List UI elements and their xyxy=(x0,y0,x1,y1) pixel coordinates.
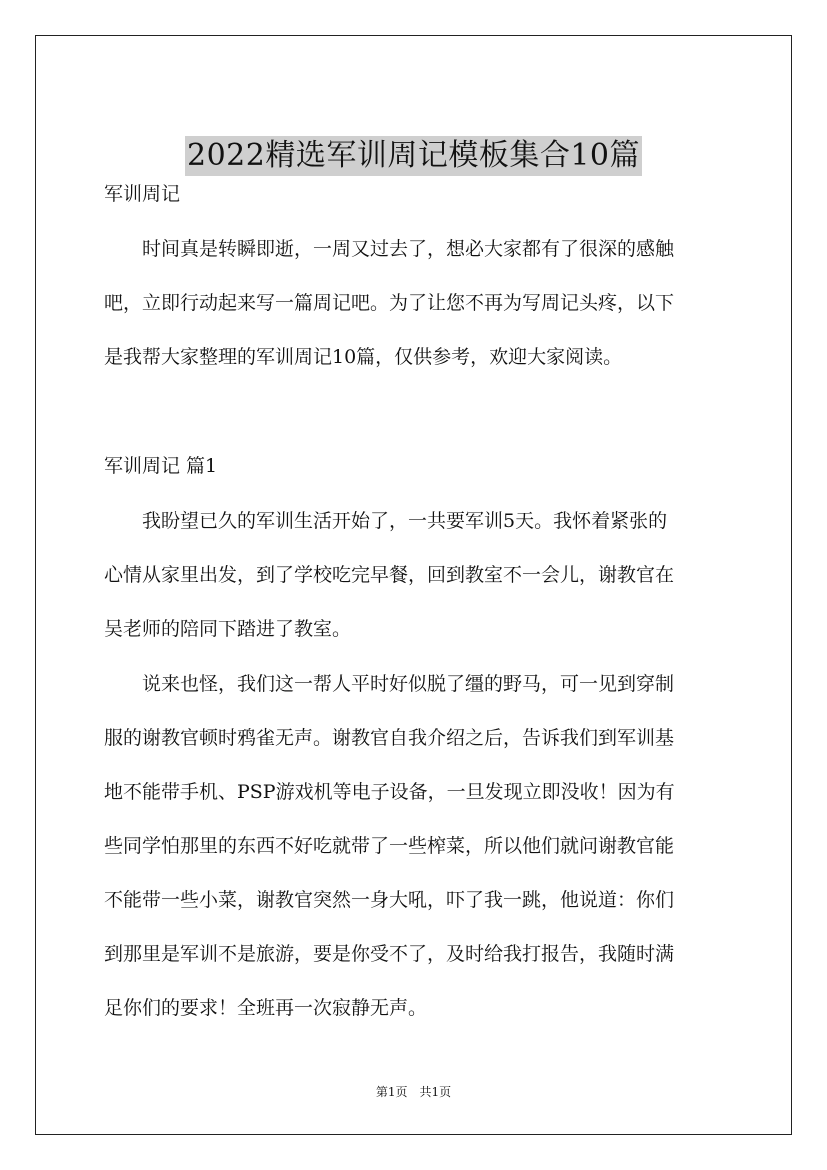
paragraph-line: 不能带一些小菜，谢教官突然一身大吼，吓了我一跳，他说道：你们 xyxy=(104,889,675,911)
title-container xyxy=(36,136,791,176)
paragraph-line: 服的谢教官顿时鸦雀无声。谢教官自我介绍之后，告诉我们到军训基 xyxy=(104,727,675,749)
paragraph-line: 说来也怪，我们这一帮人平时好似脱了缰的野马，可一见到穿制 xyxy=(142,673,675,695)
section-heading: 军训周记 篇1 xyxy=(104,455,218,477)
paragraph-line: 到那里是军训不是旅游，要是你受不了，及时给我打报告，我随时满 xyxy=(104,943,675,965)
document-page xyxy=(35,35,792,1135)
intro-line: 时间真是转瞬即逝，一周又过去了，想必大家都有了很深的感触 xyxy=(142,238,675,260)
paragraph-line: 心情从家里出发，到了学校吃完早餐，回到教室不一会儿，谢教官在 xyxy=(104,564,675,586)
paragraph-line: 些同学怕那里的东西不好吃就带了一些榨菜，所以他们就问谢教官能 xyxy=(104,835,675,857)
page-footer: 第1页 共1页 xyxy=(375,1085,452,1099)
intro-line: 吧，立即行动起来写一篇周记吧。为了让您不再为写周记头疼，以下 xyxy=(104,292,675,314)
paragraph-line: 足你们的要求！全班再一次寂静无声。 xyxy=(104,997,428,1019)
intro-heading: 军训周记 xyxy=(104,183,181,205)
paragraph-line: 吴老师的陪同下踏进了教室。 xyxy=(104,618,352,640)
paragraph-line: 地不能带手机、PSP游戏机等电子设备，一旦发现立即没收！因为有 xyxy=(104,781,675,803)
document-title: 2022精选军训周记模板集合10篇 xyxy=(185,136,642,176)
intro-line: 是我帮大家整理的军训周记10篇，仅供参考，欢迎大家阅读。 xyxy=(104,346,623,368)
paragraph-line: 我盼望已久的军训生活开始了，一共要军训5天。我怀着紧张的 xyxy=(142,510,668,532)
